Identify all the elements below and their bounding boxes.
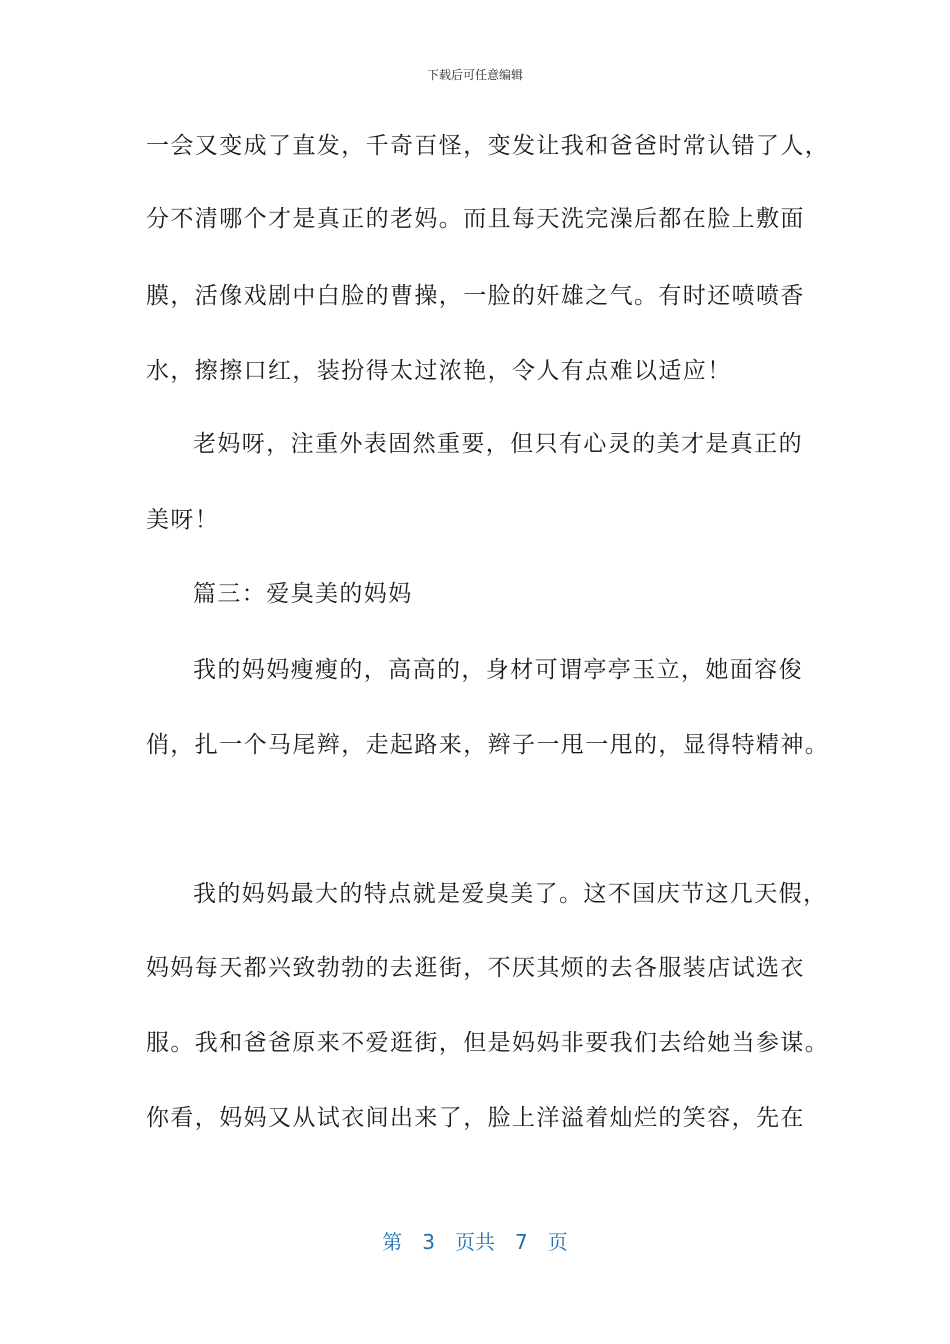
footer-suffix: 页 [547,1230,568,1254]
text-line: 我的妈妈最大的特点就是爱臭美了。这不国庆节这几天假， [193,881,828,907]
text-line: 一会又变成了直发，千奇百怪，变发让我和爸爸时常认错了人， [146,133,830,159]
footer-total-pages: 7 [515,1230,528,1254]
text-line: 我的妈妈瘦瘦的，高高的，身材可谓亭亭玉立，她面容俊 [193,657,803,683]
text-line: 老妈呀，注重外表固然重要，但只有心灵的美才是真正的 [193,431,803,457]
text-line: 服。我和爸爸原来不爱逛街，但是妈妈非要我们去给她当参谋。 [146,1030,830,1056]
header-note: 下载后可任意编辑 [426,68,523,82]
footer-page-number: 3 [422,1230,435,1254]
page-footer [0,1226,950,1255]
text-line: 美呀！ [146,507,220,533]
section-heading: 篇三：爱臭美的妈妈 [193,581,413,607]
text-line: 水，擦擦口红，装扮得太过浓艳，令人有点难以适应！ [146,358,732,384]
footer-total-label: 页共 [455,1230,495,1254]
text-line: 妈妈每天都兴致勃勃的去逛街，不厌其烦的去各服装店试选衣 [146,955,805,981]
text-line: 你看，妈妈又从试衣间出来了，脸上洋溢着灿烂的笑容，先在 [146,1105,805,1131]
text-line: 膜，活像戏剧中白脸的曹操，一脸的奸雄之气。有时还喷喷香 [146,283,805,309]
text-line: 分不清哪个才是真正的老妈。而且每天洗完澡后都在脸上敷面 [146,206,805,232]
text-line: 俏，扎一个马尾辫，走起路来，辫子一甩一甩的，显得特精神。 [146,732,830,758]
footer-page-label: 第 [382,1230,403,1254]
